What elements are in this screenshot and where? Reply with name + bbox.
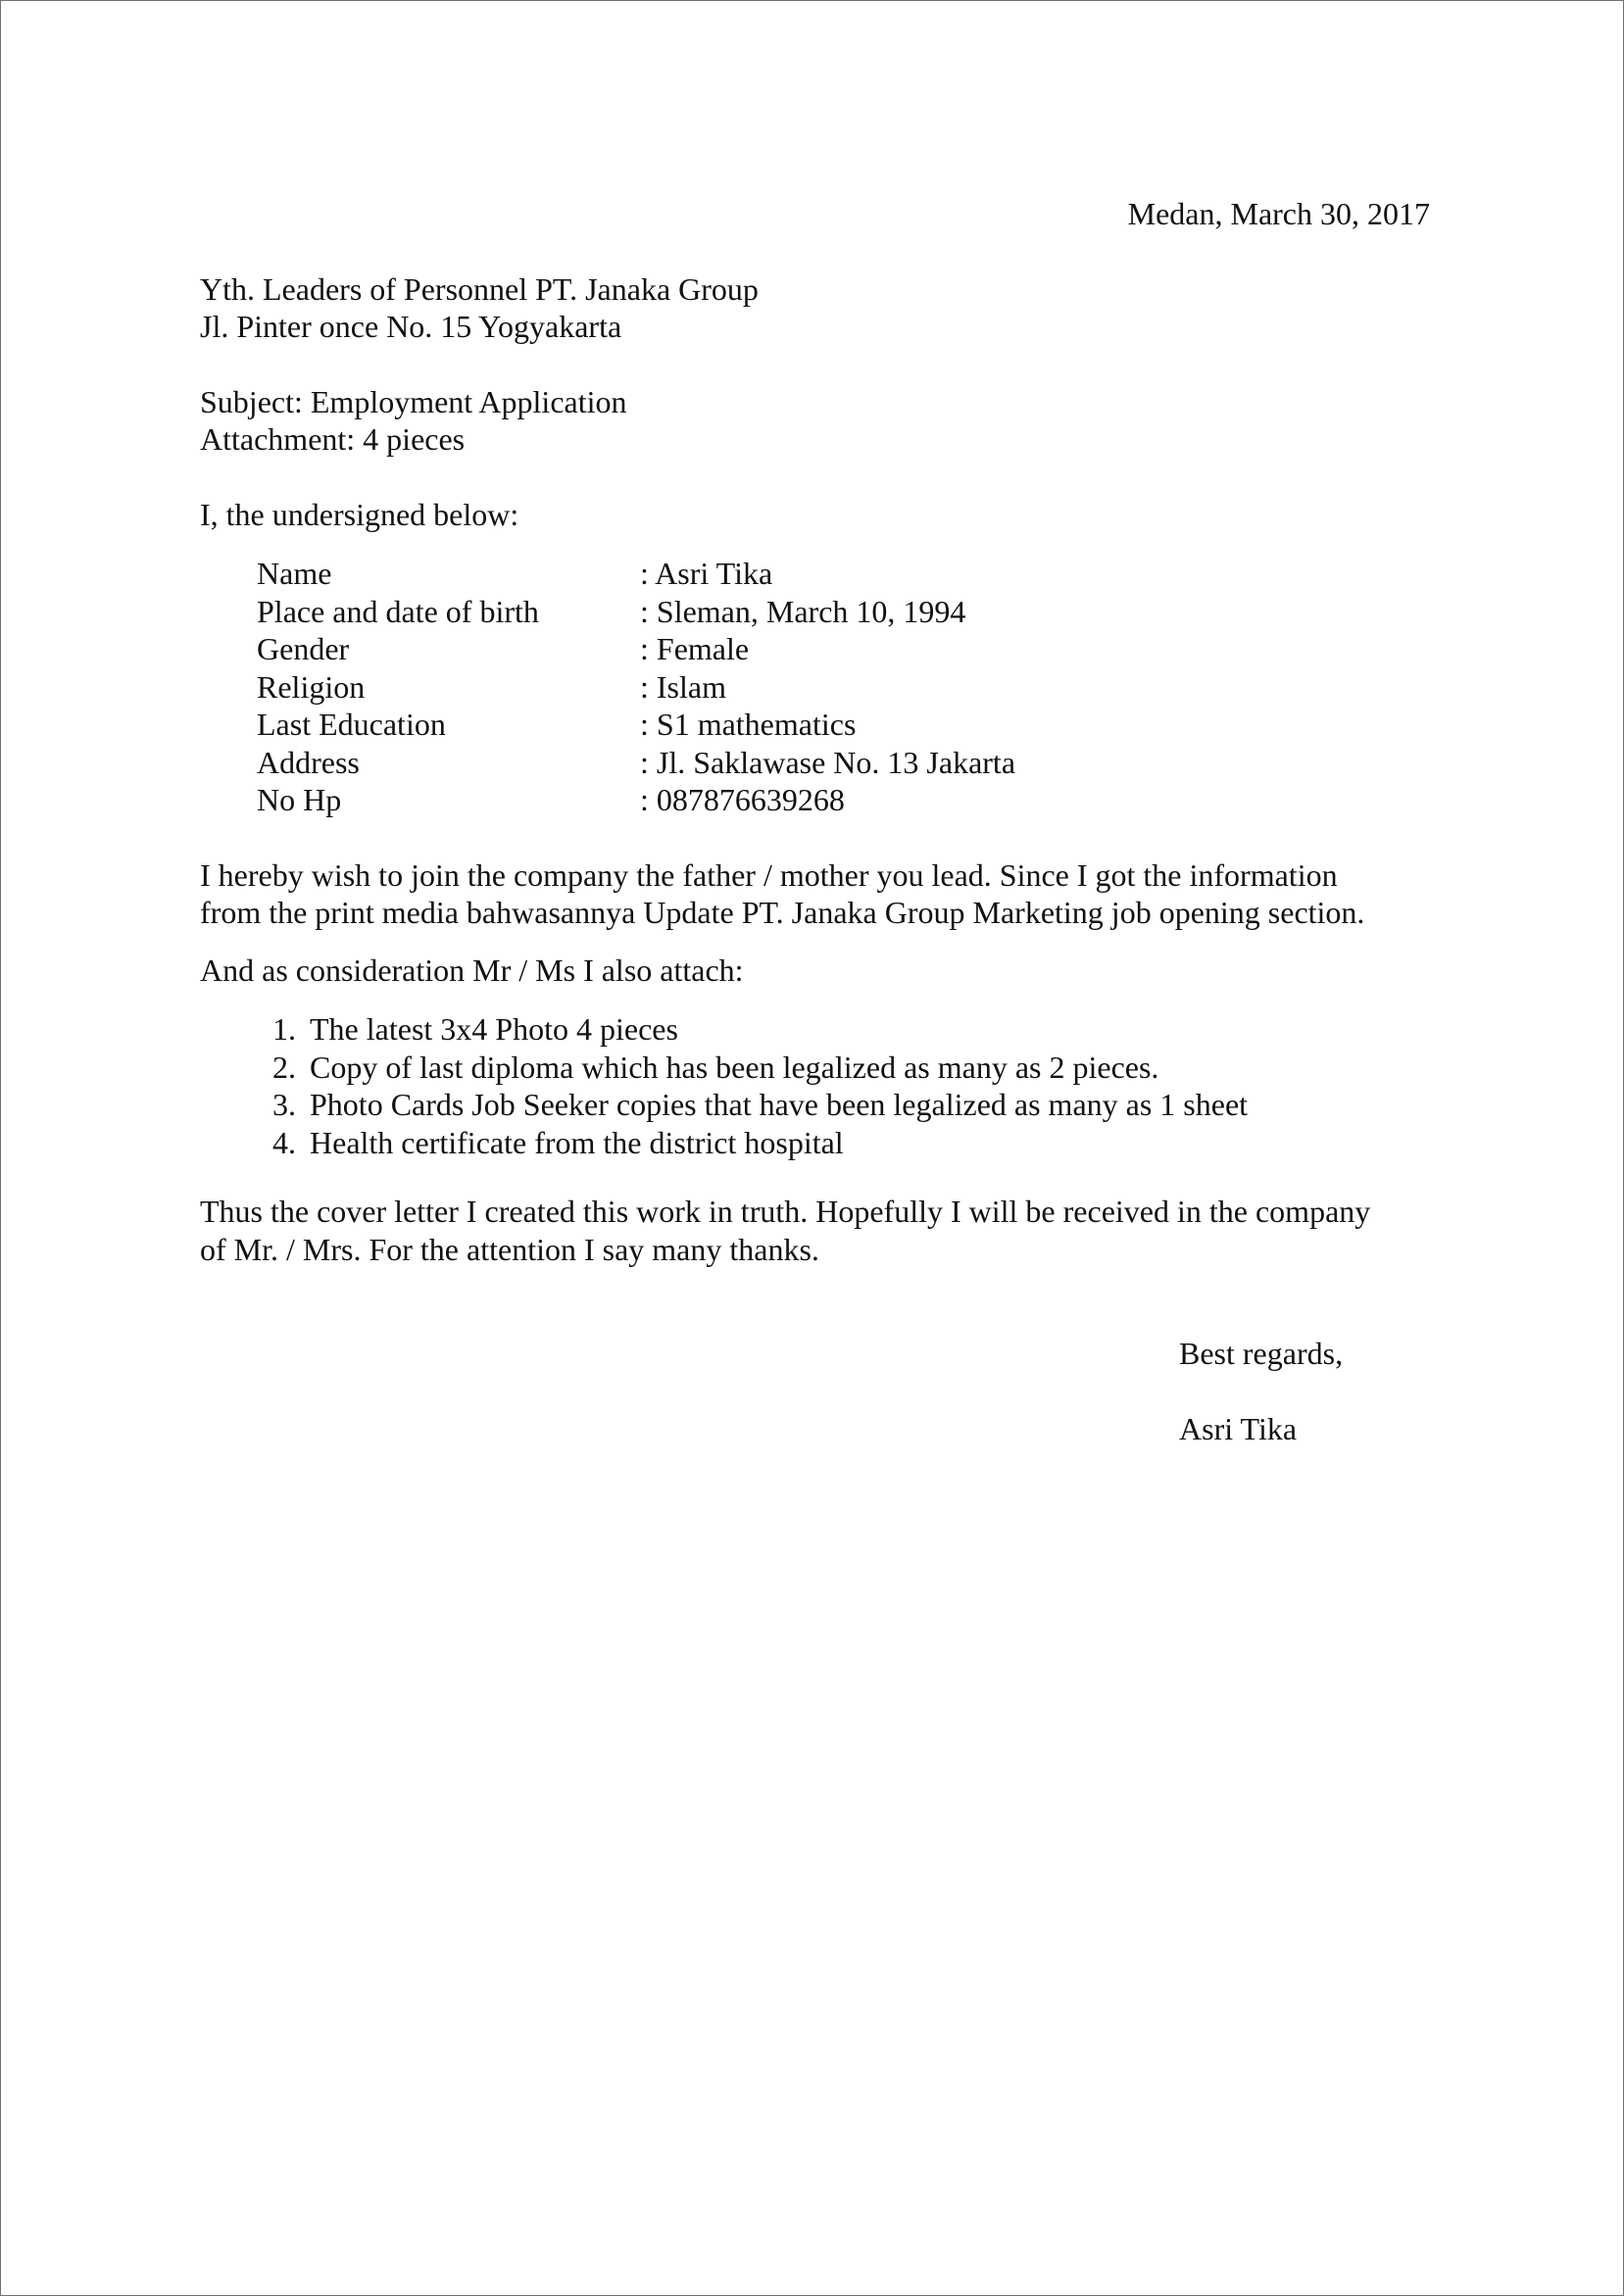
subject-line: Subject: Employment Application (200, 383, 627, 419)
identity-label: Gender (257, 631, 350, 666)
identity-label: Place and date of birth (257, 593, 539, 629)
list-number: 1. (272, 1011, 296, 1047)
identity-row (257, 744, 1430, 782)
identity-label: No Hp (257, 782, 342, 817)
identity-row (257, 781, 1430, 819)
paragraph-line: of Mr. / Mrs. For the attention I say many thanks. (200, 1231, 819, 1267)
recipient-line: Yth. Leaders of Personnel PT. Janaka Group (200, 270, 759, 307)
identity-row (257, 630, 1430, 668)
list-number: 4. (272, 1124, 296, 1160)
list-number: 3. (272, 1087, 296, 1122)
recipient-line: Jl. Pinter once No. 15 Yogyakarta (200, 309, 622, 344)
identity-row (257, 668, 1430, 707)
recipient-address (200, 270, 1430, 346)
paragraph-line: I hereby wish to join the company the father / mother you lead. Since I got the information (200, 856, 1338, 893)
attachment-line: Attachment: 4 pieces (200, 421, 466, 457)
list-item (247, 1010, 1430, 1049)
identity-value: : Asri Tika (640, 556, 773, 591)
identity-value: : Jl. Saklawase No. 13 Jakarta (640, 744, 1016, 780)
list-text: Photo Cards Job Seeker copies that have been legalized as many as 1 sheet (310, 1087, 1249, 1122)
application-paragraph (200, 856, 1430, 932)
list-item (247, 1049, 1430, 1087)
paragraph-line: from the print media bahwasannya Update PT. Janaka Group Marketing job opening section. (200, 895, 1365, 930)
identity-label: Last Education (257, 707, 446, 742)
letter-date: Medan, March 30, 2017 (1127, 196, 1430, 231)
closing-salutation: Best regards, (1179, 1336, 1344, 1371)
paragraph-line: Thus the cover letter I created this work in truth. Hopefully I will be received in the company (200, 1194, 1371, 1229)
identity-row (257, 593, 1430, 631)
list-number: 2. (272, 1049, 296, 1085)
identity-value: : 087876639268 (640, 782, 845, 817)
list-text: Copy of last diploma which has been legalized as many as 2 pieces. (310, 1049, 1159, 1085)
attach-intro: And as consideration Mr / Ms I also attach: (200, 952, 744, 988)
intro-line: I, the undersigned below: (200, 496, 519, 532)
list-text: Health certificate from the district hospital (310, 1124, 844, 1160)
list-item (247, 1124, 1430, 1162)
identity-value: : S1 mathematics (640, 707, 857, 742)
list-item (247, 1086, 1430, 1124)
closing-paragraph (200, 1193, 1430, 1268)
identity-row (257, 706, 1430, 744)
identity-value: : Islam (640, 668, 726, 705)
identity-row (257, 555, 1430, 593)
identity-label: Religion (257, 668, 366, 705)
identity-value: : Sleman, March 10, 1994 (640, 593, 966, 629)
identity-value: : Female (640, 631, 750, 666)
identity-label: Name (257, 556, 332, 591)
list-text: The latest 3x4 Photo 4 pieces (310, 1011, 678, 1047)
subject-block (200, 383, 1430, 459)
attachment-list (247, 1010, 1430, 1161)
identity-table (257, 555, 1430, 819)
letter-body (200, 195, 1430, 1447)
identity-label: Address (257, 744, 360, 780)
signer-name: Asri Tika (1179, 1410, 1298, 1446)
